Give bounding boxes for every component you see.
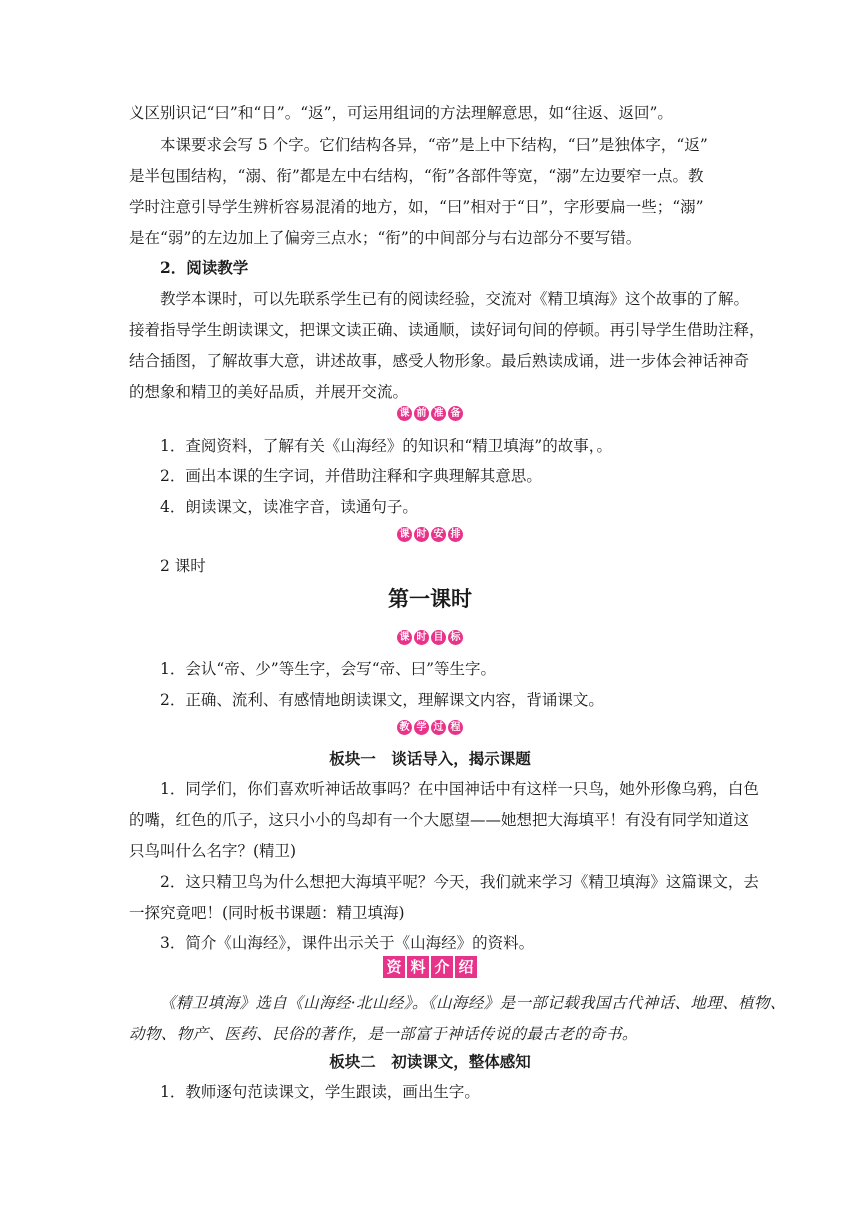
badge-char: 课 [397, 527, 412, 542]
badge-char: 学 [414, 720, 429, 735]
info-text-line: 《精卫填海》选自《山海经·北山经》。《山海经》是一部记载我国古代神话、地理、植物、 [160, 994, 786, 1012]
badge-char: 料 [407, 956, 429, 978]
badge-char: 目 [431, 630, 446, 645]
paragraph-line: 接着指导学生朗读课文，把课文读正确、读通顺，读好词句间的停顿。再引导学生借助注释， [129, 321, 765, 339]
block-title: 板块二 初读课文，整体感知 [329, 1052, 531, 1071]
paragraph-line: 3．简介《山海经》，课件出示关于《山海经》的资料。 [160, 934, 535, 952]
paragraph-line: 结合插图，了解故事大意，讲述故事，感受人物形象。最后熟读成诵，进一步体会神话神奇 [129, 352, 750, 370]
list-item: 2．画出本课的生字词，并借助注释和字典理解其意思。 [160, 467, 542, 485]
paragraph-line: 义区别识记“曰”和“日”。“返”，可运用组词的方法理解意思，如“往返、返回”。 [129, 104, 673, 122]
info-text-line: 动物、物产、医药、民俗的著作，是一部富于神话传说的最古老的奇书。 [129, 1025, 638, 1043]
badge-char: 介 [431, 956, 453, 978]
badge-char: 时 [414, 630, 429, 645]
badge-char: 教 [397, 720, 412, 735]
badge-process [0, 720, 860, 735]
badge-info [0, 956, 860, 978]
badge-prep [0, 406, 860, 421]
badge-schedule [0, 527, 860, 542]
paragraph-line: 本课要求会写 5 个字。它们结构各异，“帝”是上中下结构，“曰”是独体字，“返” [160, 136, 708, 154]
badge-char: 准 [431, 406, 446, 421]
list-item: 1．会认“帝、少”等生字，会写“帝、曰”等生字。 [160, 660, 497, 678]
badge-char: 过 [431, 720, 446, 735]
badge-char: 课 [397, 630, 412, 645]
paragraph-line: 一探究竟吧！(同时板书课题：精卫填海) [129, 904, 405, 922]
paragraph-line: 2．这只精卫鸟为什么想把大海填平呢？今天，我们就来学习《精卫填海》这篇课文，去 [160, 873, 759, 891]
lesson-title: 第一课时 [388, 586, 472, 611]
badge-char: 绍 [455, 956, 477, 978]
block-title: 板块一 谈话导入，揭示课题 [329, 749, 531, 768]
paragraph-line: 只鸟叫什么名字？(精卫) [129, 842, 297, 860]
badge-char: 时 [414, 527, 429, 542]
paragraph-line: 的想象和精卫的美好品质，并展开交流。 [129, 383, 409, 401]
badge-char: 程 [448, 720, 463, 735]
paragraph-line: 学时注意引导学生辨析容易混淆的地方，如，“曰”相对于“日”，字形要扁一些；“溺” [129, 198, 704, 216]
badge-char: 课 [397, 406, 412, 421]
badge-goals [0, 630, 860, 645]
badge-char: 前 [414, 406, 429, 421]
schedule-text: 2 课时 [160, 557, 206, 575]
paragraph-line: 是半包围结构，“溺、衔”都是左中右结构，“衔”各部件等宽，“溺”左边要窄一点。教 [129, 167, 704, 185]
badge-char: 备 [448, 406, 463, 421]
paragraph-line: 教学本课时，可以先联系学生已有的阅读经验，交流对《精卫填海》这个故事的了解。 [160, 290, 750, 308]
paragraph-line: 1．同学们，你们喜欢听神话故事吗？在中国神话中有这样一只鸟，她外形像乌鸦，白色 [160, 780, 759, 798]
paragraph-line: 的嘴，红色的爪子，这只小小的鸟却有一个大愿望——她想把大海填平！有没有同学知道这 [129, 811, 750, 829]
paragraph-line: 1．教师逐句范读课文，学生跟读，画出生字。 [160, 1083, 480, 1101]
list-item: 4．朗读课文，读准字音，读通句子。 [160, 498, 418, 516]
badge-char: 排 [448, 527, 463, 542]
section-heading: 2．阅读教学 [160, 258, 249, 277]
list-item: 2．正确、流利、有感情地朗读课文，理解课文内容，背诵课文。 [160, 691, 604, 709]
list-item: 1．查阅资料，了解有关《山海经》的知识和“精卫填海”的故事，。 [160, 437, 612, 455]
badge-char: 安 [431, 527, 446, 542]
paragraph-line: 是在“弱”的左边加上了偏旁三点水；“衔”的中间部分与右边部分不要写错。 [129, 229, 642, 247]
badge-char: 标 [448, 630, 463, 645]
badge-char: 资 [383, 956, 405, 978]
